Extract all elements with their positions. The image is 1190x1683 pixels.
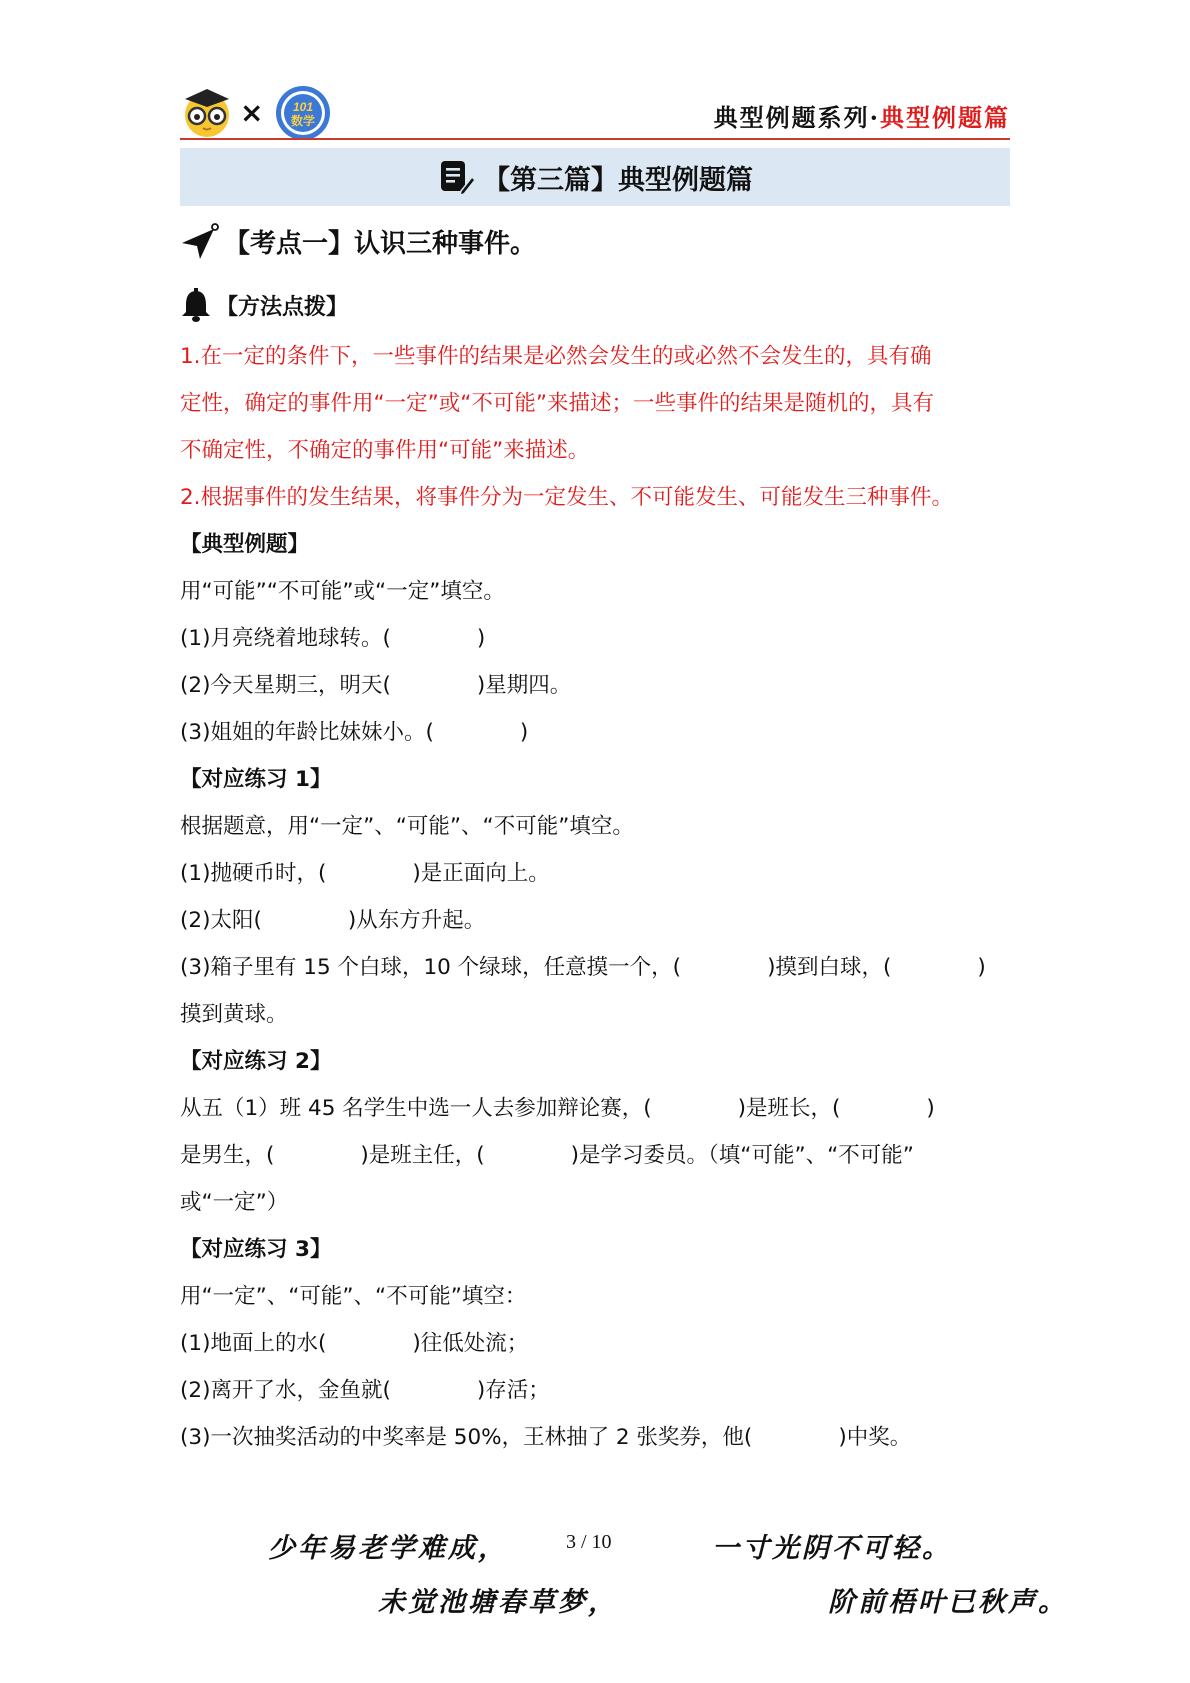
exercise-1-question: (2)太阳( )从东方升起。 [180,908,486,933]
bell-icon [180,287,212,323]
series-title [714,98,1010,133]
main-content [180,213,1010,1461]
math-101-logo [274,84,332,142]
series-title-main: 典型例题系列· [713,103,880,132]
chapter-title: 【第三篇】典型例题篇 [483,164,753,196]
svg-text:101: 101 [292,100,314,114]
notepad-pencil-icon [437,157,477,197]
navigation-arrow-icon [180,221,220,261]
poem-line-1: 少年易老学难成， [268,1533,508,1564]
example-question: (3)姐姐的年龄比妹妹小。( ) [180,720,529,745]
exercise-1-question: (1)抛硬币时，( )是正面向上。 [180,861,550,886]
method-title: 【方法点拨】 [216,294,349,320]
times-symbol: × [240,96,264,129]
exercise-3-question: (1)地面上的水( )往低处流； [180,1331,529,1356]
poem-line-3: 未觉池塘春草梦， [378,1587,618,1618]
example-question: (1)月亮绕着地球转。( ) [180,626,486,651]
exercise-3-heading: 【对应练习 3】 [180,1237,332,1262]
method-line: 不确定性，不确定的事件用“可能”来描述。 [180,438,590,463]
header-divider [180,138,1010,140]
example-question: (2)今天星期三，明天( )星期四。 [180,673,572,698]
owl-mascot-logo [180,85,234,139]
poem-line-4: 阶前梧叶已秋声。 [828,1587,1068,1618]
series-title-sub: 典型例题篇 [880,103,1010,132]
chapter-banner [180,148,1010,206]
method-line: 定性，确定的事件用“一定”或“不可能”来描述；一些事件的结果是随机的，具有 [180,391,935,416]
exercise-2-heading: 【对应练习 2】 [180,1049,332,1074]
method-line: 1.在一定的条件下，一些事件的结果是必然会发生的或必然不会发生的，具有确 [180,344,932,369]
topic-title: 【考点一】认识三种事件。 [224,228,537,259]
exercise-1-heading: 【对应练习 1】 [180,767,332,792]
example-instruction: 用“可能”“不可能”或“一定”填空。 [180,579,505,604]
svg-text:数学: 数学 [290,114,316,128]
page-number: 3 / 10 [566,1531,612,1553]
method-line: 2.根据事件的发生结果，将事件分为一定发生、不可能发生、可能发生三种事件。 [180,485,954,510]
exercise-3-instruction: 用“一定”、“可能”、“不可能”填空： [180,1284,527,1309]
exercise-3-question: (3)一次抽奖活动的中奖率是 50%，王林抽了 2 张奖券，他( )中奖。 [180,1425,912,1450]
exercise-1-question-cont: 摸到黄球。 [180,1002,288,1027]
poem-line-2: 一寸光阴不可轻。 [712,1533,952,1564]
exercise-3-question: (2)离开了水，金鱼就( )存活； [180,1378,550,1403]
exercise-1-instruction: 根据题意，用“一定”、“可能”、“不可能”填空。 [180,814,634,839]
exercise-1-question: (3)箱子里有 15 个白球，10 个绿球，任意摸一个，( )摸到白球，( ) [180,955,986,980]
topic-heading [180,213,1010,269]
exercise-2-text: 是男生，( )是班主任，( )是学习委员。（填“可能”、“不可能” [180,1143,914,1168]
example-heading: 【典型例题】 [180,532,310,557]
exercise-2-text: 或“一定”） [180,1190,289,1215]
exercise-2-text: 从五（1）班 45 名学生中选一人去参加辩论赛，( )是班长，( ) [180,1096,935,1121]
method-heading [180,277,1010,333]
